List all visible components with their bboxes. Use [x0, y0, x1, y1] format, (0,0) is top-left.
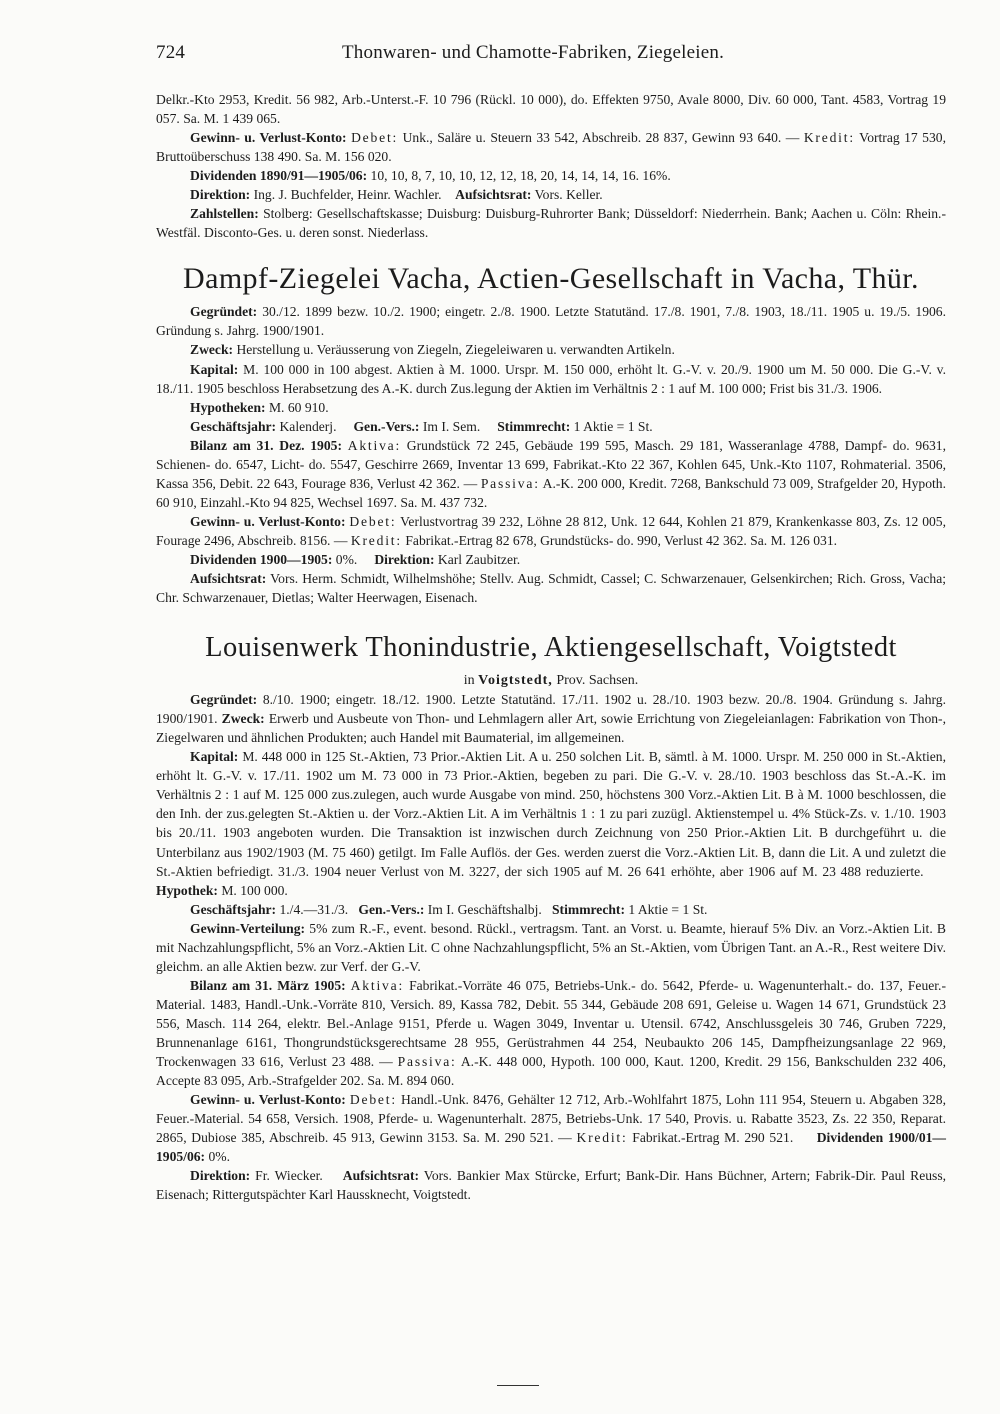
vacha-purpose: Zweck: Herstellung u. Veräusserung von Ziegeln, Ziegeleiwaren u. verwandten Artikeln. [190, 342, 675, 358]
running-title: Thonwaren- und Chamotte-Fabriken, Ziegeleien. [342, 42, 725, 63]
entry-title-louisenwerk: Louisenwerk Thonindustrie, Aktiengesellschaft, Voigtstedt [205, 632, 897, 664]
carryover-profit-loss: Gewinn- u. Verlust-Konto: Debet: Unk., Saläre u. Steuern 33 542, Abschreib. 28 837, Gewinn 93 640. — Kredit: Vortrag 17 530, Bruttoüberschuss 138 490. Sa. M. 156 020. [156, 130, 946, 165]
carryover-paying-agents: Zahlstellen: Stolberg: Gesellschaftskasse; Duisburg: Duisburg-Ruhrorter Bank; Düsseldorf: Niederrhein. Bank; Aachen u. Cöln: Rhein.-Westfäl. Disconto-Ges. u. deren sonst. Niederlass. [156, 206, 946, 241]
louisen-profit-distribution: Gewinn-Verteilung: 5% zum R.-F., event. besond. Rückl., vertragsm. Tant. an Vorst. u. Beamte, hierauf 5% Div. an Vorz.-Aktien Lit. B mit Nachzahlungspflicht, 5% an Vorz.-Aktien Lit. C ohne Nachzahlungspflicht, 5% an St.-Aktien, vom Übrigen Tant. an A.-R., Rest weitere Div. gleichm. an alle Aktien bezw. zur Verf. der G.-V. [156, 920, 946, 974]
vacha-entry [156, 302, 946, 607]
vacha-profit-loss: Gewinn- u. Verlust-Konto: Debet: Verlustvortrag 39 232, Löhne 28 812, Unk. 12 644, Kohlen 21 879, Krankenkasse 803, Zs. 12 005, Fourage 2496, Abschreib. 8156. — Kredit: Fabrikat.-Ertrag 82 678, Grundstücks- do. 990, Verlust 42 362. Sa. M. 126 031. [156, 513, 946, 548]
louisen-fiscal-year: Geschäftsjahr: 1./4.—31./3. Gen.-Vers.: Im I. Geschäftshalbj. Stimmrecht: 1 Aktie = 1 St. [190, 901, 708, 917]
carryover-dividends: Dividenden 1890/91—1905/06: 10, 10, 8, 7, 10, 10, 12, 12, 18, 20, 14, 14, 14, 16. 16%. [190, 168, 671, 184]
louisen-founded: Gegründet: 8./10. 1900; eingetr. 18./12. 1900. Letzte Statutänd. 17./11. 1902 u. 28./10. 1903 bezw. 20./8. 1904. Gründung s. Jahrg. 1900/1901. Zweck: Erwerb und Ausbeute von Thon- und Lehmlagern aller Art, sowie Errichtung von Ziegeleianlagen: Fabrikation von Thon-, Ziegelwaren und ähnlichen Produkten; auch Handel mit Baumaterial, im allgemeinen. [156, 692, 946, 746]
entry-subtitle-louisenwerk: in Voigtstedt, Prov. Sachsen. [463, 673, 639, 689]
carryover-direction: Direktion: Ing. J. Buchfelder, Heinr. Wachler. Aufsichtsrat: Vors. Keller. [190, 187, 603, 203]
end-rule [497, 1385, 539, 1386]
entry-title-vacha: Dampf-Ziegelei Vacha, Actien-Gesellschaft in Vacha, Thür. [183, 262, 919, 296]
vacha-capital: Kapital: M. 100 000 in 100 abgest. Aktien à M. 1000. Urspr. M. 150 000, erhöht lt. G.-V. v. 20./9. 1900 um M. 50 000. Die G.-V. v. 18./11. 1905 beschloss Herabsetzung des A.-K. durch Zus.legung der Aktien im Verhältnis 2 : 1 auf M. 100 000; Frist bis 31./3. 1906. [156, 361, 946, 396]
page-number: 724 [156, 42, 186, 63]
louisen-capital: Kapital: M. 448 000 in 125 St.-Aktien, 73 Prior.-Aktien Lit. A u. 250 solchen Lit. B, sämtl. à M. 1000. Urspr. M. 250 000 in St.-Aktien, erhöht lt. G.-V. v. 17./11. 1902 um M. 73 000 in 73 Prior.-Aktien, begeben zu pari. Die G.-V. v. 28./10. 1903 beschloss das St.-A.-K. im Verhältnis 2 : 1 auf M. 125 000 zus.zulegen, auch wurde Ausgabe von mind. 250, höchstens 300 Vorz.-Aktien Lit. B à M. 1000 beschlossen, die den Inh. der zus.gelegten St.-Aktien u. der Vorz.-Aktien Lit. A im Verhältnis 1 : 1 zu pari zuzügl. Aktienstempel u. 4% Stück-Zs. v. 1./10. 1903 bis 20./11. 1903 angeboten wurden. Die Transaktion ist inzwischen durch Zeichnung von 250 Prior.-Aktien Lit. B durchgeführt u. die Unterbilanz aus 1902/1903 (M. 75 460) getilgt. Im Falle Auflös. der Ges. werden zuerst die Vorz.-Aktien Lit. B, dann die Lit. A und zuletzt die St.-Aktien befriedigt. 31./3. 1904 neuer Verlust von M. 3227, der sich 1905 auf M. 26 641 erhöhte, aber 1906 auf M. 23 488 reduzierte. Hypothek: M. 100 000. [156, 749, 946, 898]
vacha-fiscal-year: Geschäftsjahr: Kalenderj. Gen.-Vers.: Im I. Sem. Stimmrecht: 1 Aktie = 1 St. [190, 418, 653, 434]
louisenwerk-entry [156, 690, 946, 1204]
carryover-balance: Delkr.-Kto 2953, Kredit. 56 982, Arb.-Unterst.-F. 10 796 (Rückl. 10 000), do. Effekten 9750, Avale 8000, Div. 60 000, Tant. 4583, Vortrag 19 057. Sa. M. 1 439 065. [156, 92, 946, 127]
page-content [156, 90, 946, 1204]
louisen-profit-loss: Gewinn- u. Verlust-Konto: Debet: Handl.-Unk. 8476, Gehälter 12 712, Arb.-Wohlfahrt 1875, Lohn 111 954, Steuern u. Abgaben 328, Feuer.-Material. 54 658, Versich. 1908, Pferde- u. Wagenunterhalt. 2875, Betriebs-Unk. 17 540, Provis. u. Rabatte 3523, Zs. 22 350, Reparat. 2865, Dubiose 385, Abschreib. 45 913, Gewinn 3153. Sa. M. 290 521. — Kredit: Fabrikat.-Ertrag M. 290 521. Dividenden 1900/01—1905/06: 0%. [156, 1092, 947, 1165]
louisen-balance: Bilanz am 31. März 1905: Aktiva: Fabrikat.-Vorräte 46 075, Betriebs-Unk.- do. 5642, Pferde- u. Wagenunterhalt.- do. 137, Feuer.-Material. 1483, Handl.-Unk.-Vorräte 810, Versich. 89, Kassa 782, Debit. 55 344, Gebäude 208 691, Geleise u. Wagen 14 671, Grundstück 23 556, Masch. 114 264, elektr. Bel.-Anlage 9151, Pferde u. Wagen 3049, Inventar u. Utensil. 6742, Anschlussgeleis 30 746, Gruben 7229, Brunnenanlage 6161, Thongrundstücksgerechtsame 28 955, Gerüstrahmen 44 254, Neubaukto 206 145, Dampfheizungsanlage 22 969, Trockenwagen 33 616, Verlust 23 488. — Passiva: A.-K. 448 000, Hypoth. 100 000, Kaut. 1200, Kredit. 29 156, Bankschulden 232 406, Accepte 83 095, Arb.-Strafgelder 202. Sa. M. 894 060. [156, 977, 946, 1089]
vacha-dividends: Dividenden 1900—1905: 0%. Direktion: Karl Zaubitzer. [190, 551, 521, 567]
vacha-mortgages: Hypotheken: M. 60 910. [190, 399, 329, 415]
carryover-entry [156, 90, 946, 242]
vacha-supervisory-board: Aufsichtsrat: Vors. Herm. Schmidt, Wilhelmshöhe; Stellv. Aug. Schmidt, Cassel; C. Schwarzenauer, Gelsenkirchen; Rich. Gross, Vacha; Chr. Schwarzenauer, Dietlas; Walter Heerwagen, Eisenach. [156, 571, 946, 606]
louisen-direction: Direktion: Fr. Wiecker. Aufsichtsrat: Vors. Bankier Max Stürcke, Erfurt; Bank-Dir. Hans Büchner, Artern; Fabrik-Dir. Paul Reuss, Eisenach; Rittergutspächter Karl Haussknecht, Voigtstedt. [156, 1168, 947, 1203]
vacha-balance: Bilanz am 31. Dez. 1905: Aktiva: Grundstück 72 245, Gebäude 199 595, Masch. 29 181, Wasseranlage 4788, Dampf- do. 9631, Schienen- do. 6547, Licht- do. 5547, Geschirre 2669, Inventar 13 699, Fabrikat.-Kto 22 367, Kohlen 645, Unk.-Kto 1107, Rohmaterial. 3506, Kassa 356, Debit. 22 643, Fourage 836, Verlust 42 362. — Passiva: A.-K. 200 000, Kredit. 7268, Bankschuld 73 009, Strafgelder 20, Hypoth. 60 910, Einzahl.-Kto 94 825, Wechsel 1697. Sa. M. 437 732. [156, 437, 946, 510]
vacha-founded: Gegründet: 30./12. 1899 bezw. 10./2. 1900; eingetr. 2./8. 1900. Letzte Statutänd. 17./8. 1901, 7./8. 1903, 18./11. 1905 u. 19./5. 1906. Gründung s. Jahrg. 1900/1901. [156, 304, 946, 339]
page-header [156, 42, 946, 72]
